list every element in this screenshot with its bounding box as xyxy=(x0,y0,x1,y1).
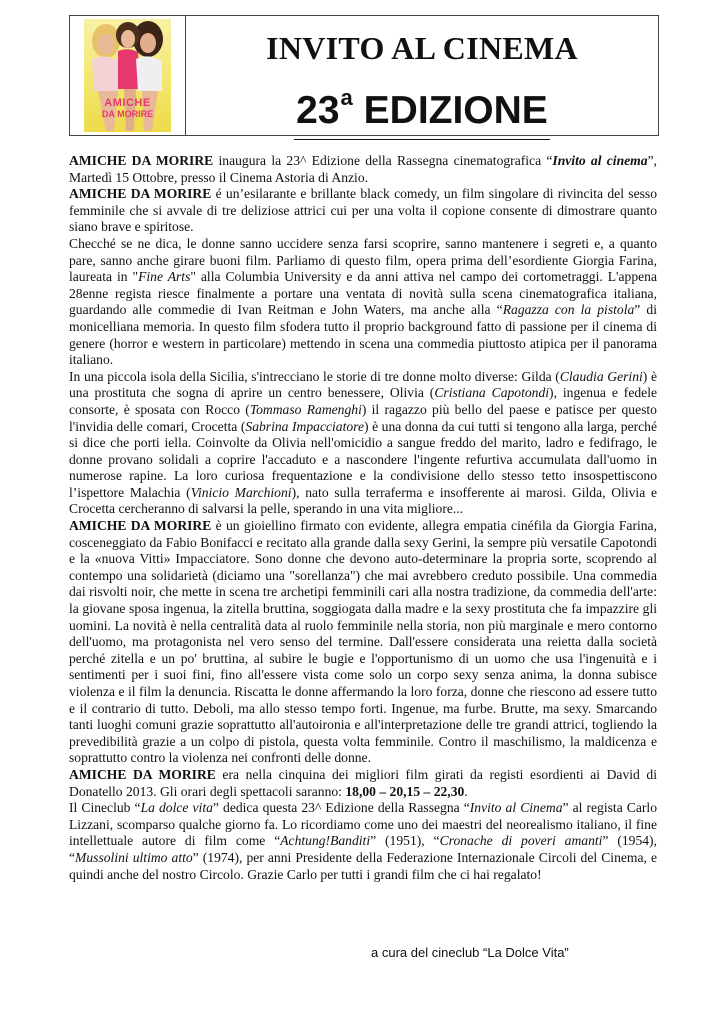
text-run: AMICHE DA MORIRE xyxy=(69,518,212,534)
text-run: Il Cineclub “ xyxy=(69,800,141,816)
text-run: ” dedica questa 23^ Edizione della Rassegna “ xyxy=(212,800,470,816)
text-run: ) è una donna da cui tutti si tengono alla larga, perché si dice che porti iella. Coinvolte da Olivia nell'omicidio a sangue freddo del marito, ladro e fedifrago, le donne provano solidali a coprire l'accaduto e a nascondere l'ingente refurtiva accumulata dall'uomo in numerose rapine. La loro curiosa frequentazione e la condivisione dello stesso tetto insospettiscono l’ispettore Malachia ( xyxy=(69,418,657,500)
poster-body-left xyxy=(92,56,120,91)
text-run: ” di monicelliana memoria. In questo film sfodera tutto il proprio background fatto di passione per il cinema di genere (horror e western in particolare) mettendo in scena una commedia piuttosto atipica per il panorama italiano. xyxy=(69,302,657,368)
text-run: AMICHE DA MORIRE xyxy=(69,153,214,168)
edition-word: EDIZIONE xyxy=(363,89,548,132)
text-run: Invito al cinema xyxy=(552,153,648,168)
text-run: AMICHE DA MORIRE xyxy=(69,186,212,202)
text-run: In una piccola isola della Sicilia, s'intrecciano le storie di tre donne molto diverse: Gilda ( xyxy=(69,368,560,384)
poster-body-right xyxy=(136,56,162,91)
text-run: Ragazza con la pistola xyxy=(502,302,635,318)
text-run: Mussolini ultimo atto xyxy=(75,849,193,865)
poster-face-center xyxy=(121,30,135,48)
paragraph xyxy=(69,153,657,186)
text-run: ” (1954), “ xyxy=(69,833,657,865)
paragraph xyxy=(69,800,657,883)
text-run: è un gioiellino firmato con evidente, allegra empatia cinéfila da Giorgia Farina, cosceneggiato da Fabio Bonifacci e recitato alla grande dalla sexy Gerini, la sempre più versatile Capotondi e la «nuova Vitti» Impacciatore. Sono donne che devono auto-determinare la propria sorte, scoprendo al contempo una solidarietà (diciamo una "sorellanza") che mai avrebbero creduto possibile. Una commedia dai risvolti noir, che mette in scena tre archetipi femminili cari alla nostra tradizione, da commedia dell'arte: la giovane sposa ingenua, la zitella bruttina, soggiogata dalla madre e la sexy prostituta che fa impazzire gli uomini. La novità è nella centralità data al ruolo femminile nella storia, non più marginale e mero contorno dell'uomo, ma protagonista nel vero senso del termine. Dall'essere considerata una reietta dalla società perché zitella e un po' bruttina, al subire le bugie e l'opportunismo di un uomo che usa l'ingenuità e i sentimenti per i suoi fini, fino all'essere vista come solo un corpo sexy senza anima, la donna subisce violenza e il film la denuncia. Riscatta le donne affermando la loro forza, donne che riescono ad essere tutto e il contrario di tutto. Deboli, ma allo stesso tempo forti. Ingenue, ma furbe. Brutte, ma sexy. Smarcando tanti luoghi comuni grazie soprattutto all'autoironia e all'interpretazione delle tre grandi attrici, togliendo la prevedibilità grazie a un colpo di pistola, questa volta femminile. Contro il maschilismo, la maldicenza e soprattutto contro la violenza nei confronti delle donne. xyxy=(69,518,657,766)
credit-line: a cura del cineclub “La Dolce Vita” xyxy=(371,945,569,960)
text-run: AMICHE DA MORIRE xyxy=(69,766,216,782)
edition-superscript: a xyxy=(340,85,353,110)
poster-title-line2: DA MORIRE xyxy=(101,109,154,119)
poster-cell xyxy=(70,16,186,135)
text-run: ), nato sulla terraferma e insofferente ai marosi. Gilda, Olivia e Crocetta cercheranno di salvarsi la pelle, sperando in una vita migliore... xyxy=(69,484,657,517)
text-run: ”, Martedì 15 Ottobre, presso il Cinema Astoria di Anzio. xyxy=(69,153,657,185)
edition-title-underlined xyxy=(294,72,550,140)
paragraph xyxy=(69,186,657,236)
text-run: La dolce vita xyxy=(140,800,213,816)
text-run: Fine Arts xyxy=(138,269,191,285)
text-run: Sabrina Impacciatore xyxy=(245,418,364,434)
poster-title-line1: AMICHE xyxy=(104,97,151,109)
text-run: 18,00 – 20,15 – 22,30 xyxy=(345,783,465,799)
edition-title xyxy=(186,72,658,140)
text-run: Tommaso Ramenghi xyxy=(249,401,362,417)
edition-number: 23 xyxy=(296,89,340,132)
text-run: Invito al Cinema xyxy=(469,800,563,816)
text-run: é un’esilarante e brillante black comedy, un film singolare di rivincita del sesso femminile che si avvale di tre deliziose attrici cui per una volta il copione consente di dimostrare quanto siano brave e spiritose. xyxy=(69,186,657,235)
text-run: ” al regista Carlo Lizzani, scomparso qualche giorno fa. Lo ricordiamo come uno dei maestri del neorealismo italiano, il fine intellettuale autore di film come “ xyxy=(69,800,658,849)
poster-face-right xyxy=(140,33,156,53)
header-box xyxy=(69,15,659,136)
article-body xyxy=(69,153,657,883)
paragraph xyxy=(69,236,657,369)
text-run: Vinicio Marchioni xyxy=(190,484,292,500)
paragraph xyxy=(69,518,657,767)
text-run: ) il ragazzo più bello del paese e patisce per questo l'invidia delle comari, Crocetta ( xyxy=(69,401,657,434)
text-run: ” (1974), per anni Presidente della Federazione Internazionale Circoli del Cinema, e quindi anche del nostro Circolo. Grazie Carlo per tutti i grandi film che ci hai regalato! xyxy=(69,849,657,882)
text-run: inaugura la 23^ Edizione della Rassegna cinematografica “ xyxy=(213,153,553,168)
paragraph xyxy=(69,767,657,800)
text-run: Checché se ne dica, le donne sanno uccidere senza farsi scoprire, sanno mantenere i segreti e, a quanto pare, sanno anche girare buoni film. Parliamo di questo film, opera prima dell’esordiente Giorgia Farina, laureata in " xyxy=(69,235,657,285)
text-run: ) è una prostituta che sogna di aprire un centro benessere, Olivia ( xyxy=(69,368,657,401)
movie-poster xyxy=(84,19,171,132)
poster-face-left xyxy=(98,34,114,54)
title-cell xyxy=(186,16,658,135)
text-run: Achtung!Banditi xyxy=(280,833,371,849)
text-run: era nella cinquina dei migliori film girati da registi esordienti ai David di Donatello 2013. Gli orari degli spettacoli saranno: xyxy=(69,766,657,799)
text-run: " alla Columbia University e da anni attiva nel campo dei cortometraggi. L'appena 28enne regista riesce finalmente a portare una ventata di novità sulla scena cinematografica italiana, guardando alle commedie di Ivan Reitman e John Waters, ma anche alla “ xyxy=(69,269,657,318)
text-run: . xyxy=(464,783,468,799)
text-run: Cristiana Capotondi xyxy=(434,385,550,401)
paragraph xyxy=(69,369,657,518)
text-run: ” (1951), “ xyxy=(370,833,440,849)
page-title: INVITO AL CINEMA xyxy=(266,30,578,66)
text-run: Cronache di poveri amanti xyxy=(439,833,603,849)
text-run: Claudia Gerini xyxy=(559,368,643,384)
text-run: ), ingenua e fedele consorte, è sposata con Rocco ( xyxy=(69,385,658,417)
